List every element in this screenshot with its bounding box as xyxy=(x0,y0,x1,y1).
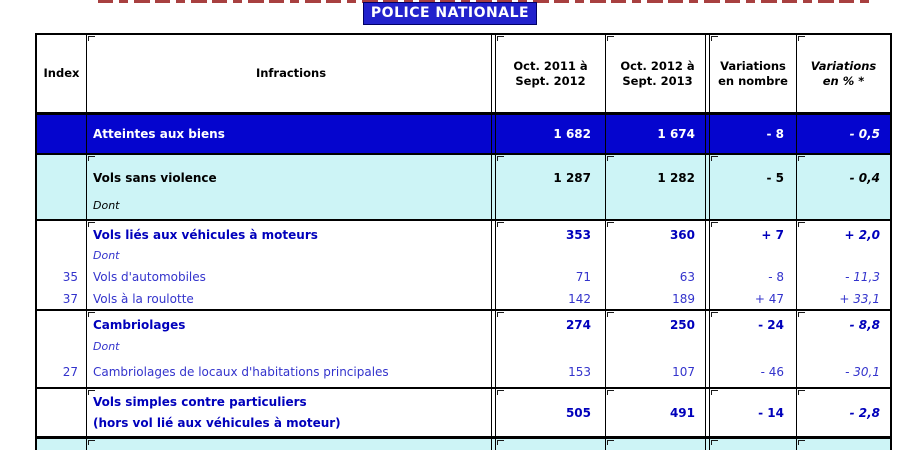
cell-label: Atteintes aux biens xyxy=(87,115,496,153)
label-line2: (hors vol lié aux véhicules à moteur) xyxy=(93,415,341,430)
cell-empty xyxy=(710,439,797,450)
column-header-period1 xyxy=(496,35,606,112)
row-vols-vehicules xyxy=(37,221,890,245)
var-count-line1: Variations xyxy=(720,58,786,73)
var-pct-line1: Variations xyxy=(810,58,877,73)
cell-variation-count: + 47 xyxy=(710,288,797,309)
cell-empty xyxy=(710,191,797,219)
cell-empty xyxy=(606,439,710,450)
cell-label: Vols liés aux véhicules à moteurs xyxy=(87,221,496,245)
cell-index: 35 xyxy=(37,266,87,288)
cell-index xyxy=(37,155,87,191)
cell-period1-value: 71 xyxy=(496,266,606,288)
cell-variation-count: - 5 xyxy=(710,155,797,191)
cell-variation-pct: - 0,4 xyxy=(797,155,890,191)
cell-empty xyxy=(797,335,890,357)
cell-variation-count: - 8 xyxy=(710,115,797,153)
cell-empty xyxy=(797,245,890,266)
cell-variation-pct: - 11,3 xyxy=(845,270,880,284)
cell-note: Dont xyxy=(87,191,496,219)
cell-period2-value: 250 xyxy=(606,311,710,335)
cell-period2-value: 189 xyxy=(606,288,710,309)
period1-line2: Sept. 2012 xyxy=(515,73,586,88)
cell-label: Vols d'automobiles xyxy=(87,266,496,288)
cell-empty xyxy=(797,439,890,450)
cell-variation-pct: - 2,8 xyxy=(797,389,890,436)
cell-empty xyxy=(606,245,710,266)
row-vols-roulotte xyxy=(37,288,890,309)
row-vols-simples xyxy=(37,389,890,436)
cell-label: Cambriolages xyxy=(87,311,496,335)
cell-period2-value: 491 xyxy=(606,389,710,436)
row-cambriolages-habitations xyxy=(37,357,890,387)
cell-variation-count: - 14 xyxy=(710,389,797,436)
cell-variation-pct: + 2,0 xyxy=(797,221,890,245)
row-atteintes-aux-biens xyxy=(37,115,890,153)
cell-period2-value: 360 xyxy=(606,221,710,245)
cell-variation-count: - 8 xyxy=(710,266,797,288)
row-vols-sans-violence-note xyxy=(37,191,890,219)
cell-variation-pct: - 8,8 xyxy=(797,311,890,335)
column-header-index: Index xyxy=(37,35,87,112)
cell-period1-value: 153 xyxy=(496,357,606,387)
cell-label xyxy=(87,389,496,436)
cell-index: 37 xyxy=(37,288,87,309)
row-cambriolages xyxy=(37,311,890,335)
cell-variation-count: - 24 xyxy=(710,311,797,335)
cell-empty xyxy=(797,191,890,219)
cell-note: Dont xyxy=(87,335,496,357)
cell-period2-value: 107 xyxy=(606,357,710,387)
cell-variation-pct: - 30,1 xyxy=(845,365,880,379)
cell-index xyxy=(37,311,87,335)
cell-period2-value: 1 674 xyxy=(606,115,710,153)
cell-empty xyxy=(496,191,606,219)
cell-variation-pct: - 0,5 xyxy=(797,115,890,153)
column-header-variations-count xyxy=(710,35,797,112)
row-partial-clipped xyxy=(37,439,890,450)
cell-note: Dont xyxy=(87,245,496,266)
cell-period2-value: 63 xyxy=(606,266,710,288)
cell-index xyxy=(37,389,87,436)
cell-variation-count: - 46 xyxy=(710,357,797,387)
cell-index xyxy=(37,439,87,450)
statistics-table xyxy=(35,33,892,450)
cell-period2-value: 1 282 xyxy=(606,155,710,191)
cell-label: Vols à la roulotte xyxy=(87,288,496,309)
cell-variation-pct: + 33,1 xyxy=(839,291,880,306)
cell-variation-count: + 7 xyxy=(710,221,797,245)
cell-empty xyxy=(496,335,606,357)
period2-line1: Oct. 2012 à xyxy=(620,58,695,73)
cell-period1-value: 1 682 xyxy=(496,115,606,153)
cell-index xyxy=(37,245,87,266)
cell-index xyxy=(37,115,87,153)
cell-index xyxy=(37,335,87,357)
cell-period1-value: 142 xyxy=(496,288,606,309)
cell-index xyxy=(37,191,87,219)
cell-period1-value: 1 287 xyxy=(496,155,606,191)
period1-line1: Oct. 2011 à xyxy=(513,58,588,73)
cell-empty xyxy=(496,439,606,450)
banner-wrap xyxy=(0,2,900,25)
row-vols-automobiles xyxy=(37,266,890,288)
cell-empty xyxy=(87,439,496,450)
cell-label: Cambriolages de locaux d'habitations principales xyxy=(87,357,496,387)
row-cambriolages-note xyxy=(37,335,890,357)
table-header-row xyxy=(37,35,890,112)
cell-empty xyxy=(710,245,797,266)
cell-empty xyxy=(710,335,797,357)
column-header-period2 xyxy=(606,35,710,112)
label-line1: Vols simples contre particuliers xyxy=(93,394,307,409)
cell-period1-value: 353 xyxy=(496,221,606,245)
var-count-line2: en nombre xyxy=(718,73,788,88)
column-header-infractions: Infractions xyxy=(87,35,496,112)
cell-index xyxy=(37,221,87,245)
column-header-variations-pct xyxy=(797,35,890,112)
var-pct-line2: en % * xyxy=(822,73,865,88)
cell-period1-value: 274 xyxy=(496,311,606,335)
cell-empty xyxy=(606,191,710,219)
cell-index: 27 xyxy=(37,357,87,387)
cell-period1-value: 505 xyxy=(496,389,606,436)
cell-empty xyxy=(496,245,606,266)
page-title: POLICE NATIONALE xyxy=(363,2,537,25)
row-vols-vehicules-note xyxy=(37,245,890,266)
cell-label: Vols sans violence xyxy=(87,155,496,191)
cell-empty xyxy=(606,335,710,357)
period2-line2: Sept. 2013 xyxy=(622,73,693,88)
row-vols-sans-violence xyxy=(37,155,890,191)
